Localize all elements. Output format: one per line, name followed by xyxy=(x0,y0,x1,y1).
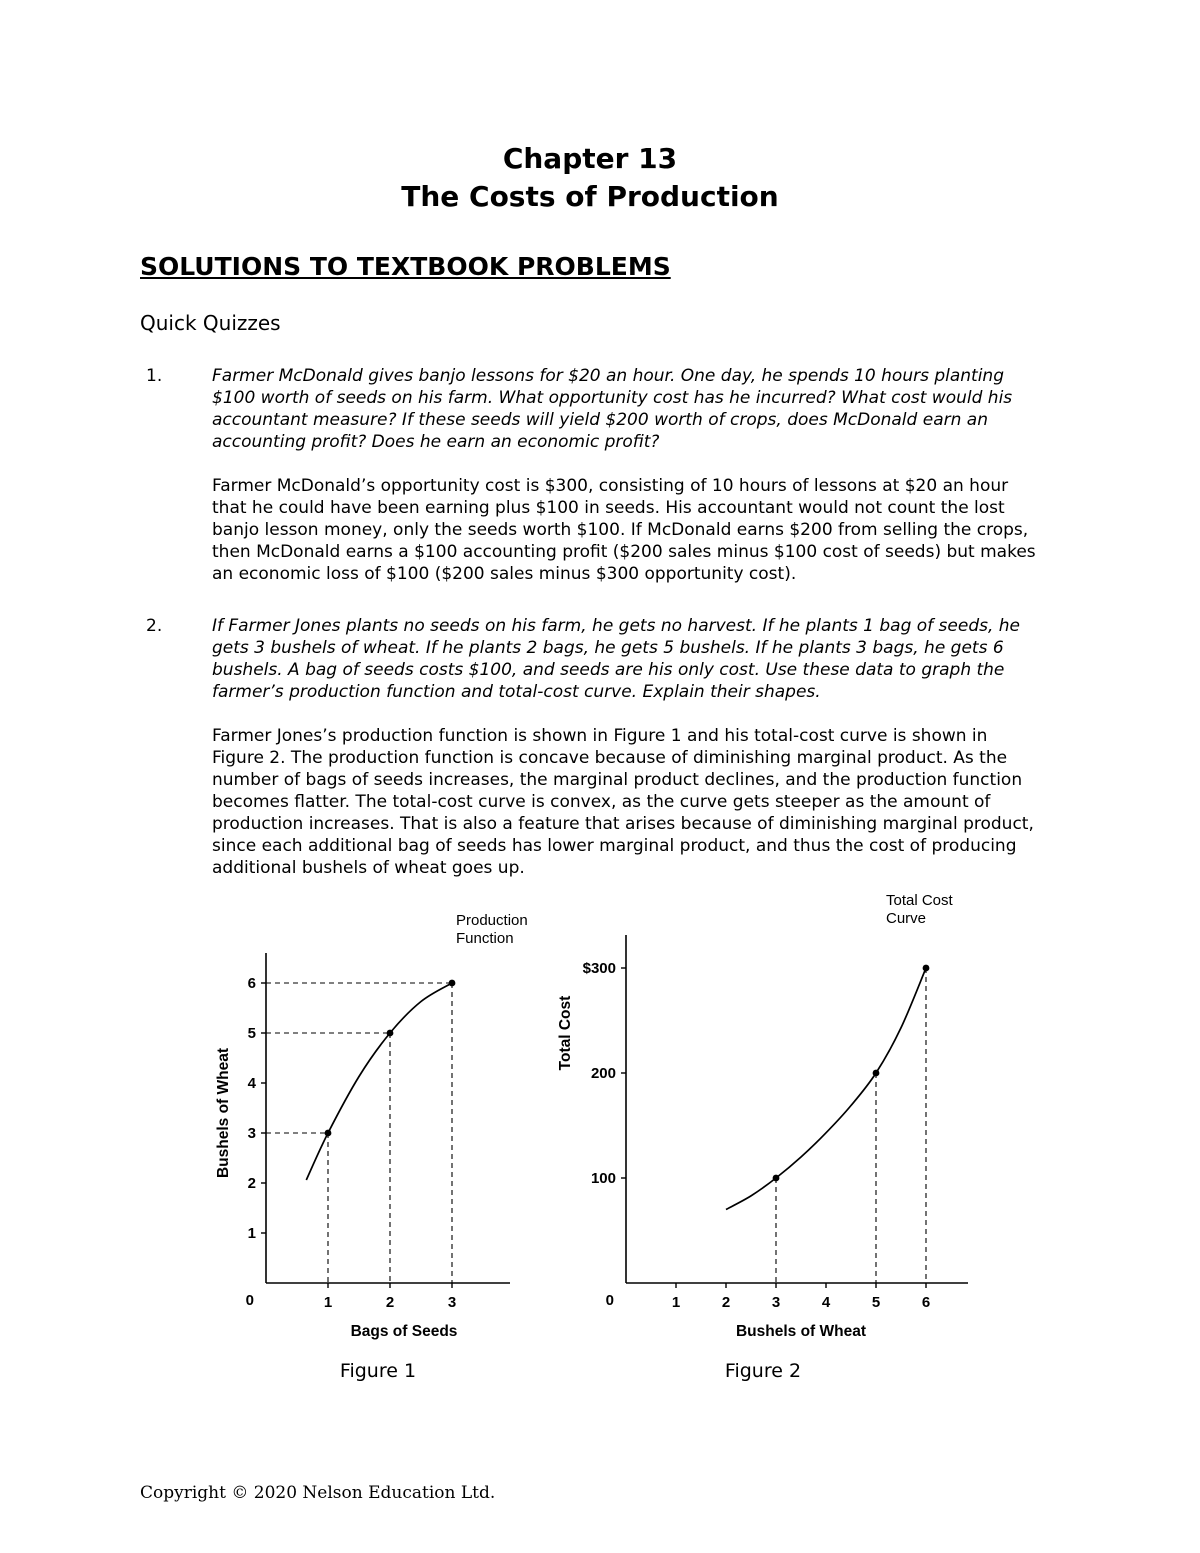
figure-2 xyxy=(548,883,978,1382)
chapter-title xyxy=(140,140,1040,216)
svg-text:2: 2 xyxy=(247,1175,256,1192)
chapter-name: The Costs of Production xyxy=(401,180,779,213)
svg-text:Function: Function xyxy=(456,930,514,947)
question-item-1 xyxy=(140,365,1040,585)
svg-text:Total Cost: Total Cost xyxy=(557,995,574,1071)
figure-1-caption: Figure 1 xyxy=(339,1360,417,1382)
question-1-number: 1. xyxy=(146,366,163,386)
svg-text:100: 100 xyxy=(590,1170,616,1187)
question-1-text: Farmer McDonald gives banjo lessons for $20 an hour. One day, he spends 10 hours planting $100 worth of seeds on his farm. What opportunity cost has he incurred? What cost would his accountant measure? If these seeds will yield $200 worth of crops, does McDonald earn an accounting profit? Does he earn an economic profit? xyxy=(212,366,1013,452)
svg-text:2: 2 xyxy=(721,1294,731,1311)
svg-text:2: 2 xyxy=(385,1294,395,1311)
svg-text:Bushels of Wheat: Bushels of Wheat xyxy=(735,1323,867,1340)
question-2-text: If Farmer Jones plants no seeds on his farm, he gets no harvest. If he plants 1 bag of seeds, he gets 3 bushels of wheat. If he plants 2 bags, he gets 5 bushels. If he plants 3 bags, he gets 6 bushels. A bag of seeds costs $100, and seeds are his only cost. Use these data to graph the farmer’s production function and total-cost curve. Explain their shapes. xyxy=(212,616,1021,702)
answer-1-text: Farmer McDonald’s opportunity cost is $300, consisting of 10 hours of lessons at $20 an hour that he could have been earning plus $100 in seeds. His accountant would not count the lost banjo lesson money, only the seeds worth $100. If McDonald earns $200 from selling the crops, then McDonald earns a $100 accounting profit ($200 sales minus $100 cost of seeds) but makes an economic loss of $100 ($200 sales minus $300 opportunity cost). xyxy=(212,476,1036,584)
svg-text:Bushels of Wheat: Bushels of Wheat xyxy=(215,1047,232,1179)
figure-1 xyxy=(208,883,548,1382)
svg-text:$300: $300 xyxy=(582,960,616,977)
svg-text:5: 5 xyxy=(247,1025,256,1042)
svg-text:6: 6 xyxy=(921,1294,931,1311)
subsection-heading: Quick Quizzes xyxy=(140,311,281,335)
svg-text:3: 3 xyxy=(247,1125,256,1142)
svg-text:Curve: Curve xyxy=(886,910,927,927)
svg-text:1: 1 xyxy=(323,1294,333,1311)
svg-text:Bags of Seeds: Bags of Seeds xyxy=(350,1323,458,1340)
question-2-number: 2. xyxy=(146,616,163,636)
svg-text:5: 5 xyxy=(871,1294,881,1311)
total-cost-curve-chart xyxy=(548,883,978,1358)
svg-text:200: 200 xyxy=(590,1065,616,1082)
question-item-2 xyxy=(140,615,1040,879)
svg-text:4: 4 xyxy=(821,1294,831,1311)
section-heading: SOLUTIONS TO TEXTBOOK PROBLEMS xyxy=(140,252,671,281)
svg-text:4: 4 xyxy=(247,1075,256,1092)
svg-text:0: 0 xyxy=(245,1292,254,1309)
answer-2-text: Farmer Jones’s production function is shown in Figure 1 and his total-cost curve is shown in Figure 2. The production function is concave because of diminishing marginal product. As the number of bags of seeds increases, the marginal product declines, and the production function becomes flatter. The total-cost curve is convex, as the curve gets steeper as the amount of production increases. That is also a feature that arises because of diminishing marginal product, since each additional bag of seeds has lower marginal product, and thus the cost of producing additional bushels of wheat goes up. xyxy=(212,726,1034,878)
svg-text:0: 0 xyxy=(605,1292,614,1309)
production-function-chart xyxy=(208,883,548,1358)
figures-row xyxy=(208,883,1040,1382)
copyright-footer: Copyright © 2020 Nelson Education Ltd. xyxy=(140,1483,496,1503)
svg-text:1: 1 xyxy=(671,1294,681,1311)
svg-text:Total Cost: Total Cost xyxy=(886,892,953,909)
svg-text:1: 1 xyxy=(247,1225,256,1242)
chapter-number: Chapter 13 xyxy=(502,142,678,175)
svg-text:6: 6 xyxy=(247,975,256,992)
svg-text:Production: Production xyxy=(456,912,528,929)
svg-text:3: 3 xyxy=(447,1294,457,1311)
figure-2-caption: Figure 2 xyxy=(724,1360,802,1382)
svg-text:3: 3 xyxy=(771,1294,781,1311)
